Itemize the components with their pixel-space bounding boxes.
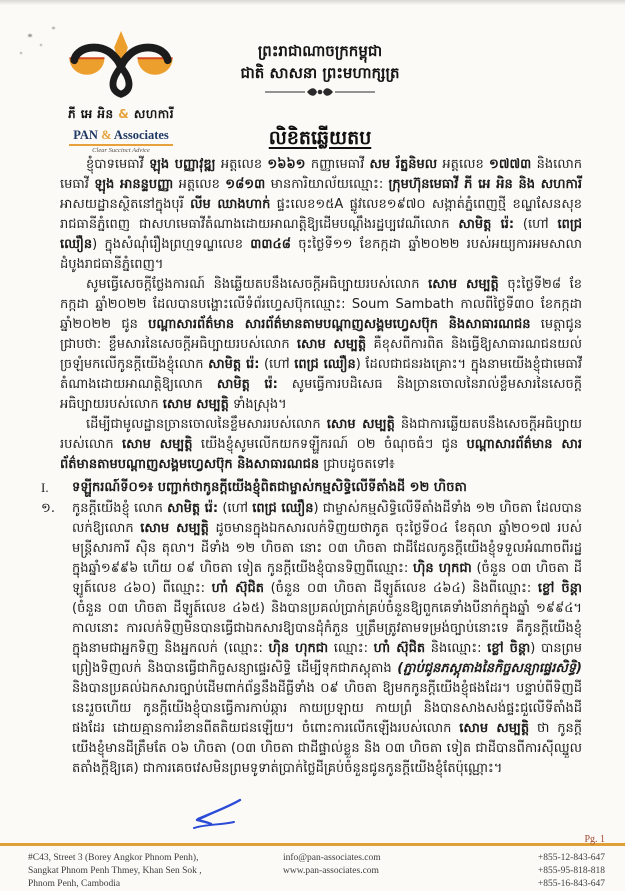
address-line: #C43, Street 3 (Borey Angkor Phnom Penh), [28,853,199,863]
scan-speck [52,27,55,29]
text-segment: សូមធ្វើសេចក្ដីថ្លែងការណ៍ និងឆ្លើយតបនឹងសេចក្ដីអធិប្បាយរបស់លោក [86,277,429,292]
document-title: លិខិតឆ្លើយតប [268,127,372,149]
footer-phones [455,852,605,891]
address-line: Phnom Penh, Cambodia [28,879,121,889]
text-segment: ទាំងស្រុង។ [228,397,287,412]
document-body [41,155,583,779]
text-segment: សោម សម្បត្តិ [428,277,499,292]
text-segment: បណ្ដាសារព័ត៌មាន សារព័ត៌មានតាមបណ្ដាញសង្គមហ្វេសប៊ុក និងសាធារណជន [148,317,531,332]
text-segment: អត្តលេខ [437,157,490,172]
text-segment: ឡុង បញ្ញាវុឌ្ឍ [149,157,216,172]
text-segment: ហាំ ស៊ុជិត [373,641,426,656]
text-segment: អត្តលេខ [215,157,268,172]
footer [0,850,625,891]
text-segment: យើងខ្ញុំសូមលើកយកទឡ្ហីករណ៍ ០២ ចំណុចធំៗ ជូន [192,437,467,452]
text-segment: មានការិយាល័យឈ្មោះ: [265,177,389,192]
paragraph [60,275,582,415]
header-ornament-icon [150,86,490,98]
text-segment: ក្រុមហ៊ុនមេធាវី ភី អេ អិន និង សហការី [388,177,582,192]
text-segment: មេត្តាជូនជ្រាបថា: ខ្លឹមសារនៃសេចក្ដីអធិប្បាយរបស់លោក [60,317,582,352]
text-segment: អាសយដ្ឋានស្ថិតនៅក្នុងបុរី [60,197,191,212]
text-segment: ឡុង អានន្ទបញ្ញា [94,177,174,192]
text-segment: ១៧៧៣ [489,157,532,172]
text-segment: សោម សម្បត្តិ [122,437,193,452]
text-segment: ឈ្មោះ: [328,641,374,656]
phone-number: +855-16-843-647 [537,879,605,889]
text-segment: សោម សម្បត្តិ [326,417,395,432]
ampersand-orange: & [118,107,130,121]
text-segment: ពេជ្រ ឈឿន [252,501,314,516]
text-segment: និងឈ្មោះ: [425,641,488,656]
text-segment: ហ៊ិន ហុកជា [412,561,472,576]
text-segment: អត្តលេខ [173,177,226,192]
text-segment: ) បានព្រមព្រៀងទិញលក់ និងបានធ្វើជាកិច្ចសន្យាផ្ទេរសិទ្ធិ ដើម្បីទុកជាភស្តុតាង [72,641,582,676]
nation-religion-king-line: ជាតិ សាសនា ព្រះមហាក្សត្រ [240,64,400,82]
text-segment: ពេជ្រ ឈឿន [60,217,582,252]
text-segment: ) ដែលជាជនរងគ្រោះ។ ក្នុងនាមយើងខ្ញុំជាមេធាវីតំណាងដោយអាណត្តិឱ្យលោក [60,357,583,392]
text-segment: ដូចមានក្នុងឯកសារលក់ទិញយថាភូត ចុះថ្ងៃទី០៤ ខែតុលា ឆ្នាំ២០១៧ របស់មន្ត្រីសារការី ស៊ិន តុលា។ ដីទាំង ១២ ហិចតា នោះ ០៣ ហិចតា ជាដីដែលកូនក្ដីយើងខ្ញុំទទួលអំណាចពីរដ្ឋក្នុងឆ្នាំ១៩៩៦ ហើយ ០៩ ហិចតា ទៀត កូនក្ដីយើងខ្ញុំបានទិញពីឈ្មោះ: [72,521,582,576]
text-segment: សោម សម្បត្តិ [296,337,367,352]
text-segment: (ហៅ [514,217,558,232]
text-segment: ជ្រាបដូចតទៅ៖ [319,457,395,472]
list-marker: ១. [41,501,55,516]
text-segment: (ហៅ [259,357,295,372]
text-segment: សម រ័ត្ននិមល [369,157,438,172]
text-segment: ខ្លៅ ចិន្ដា [487,641,531,656]
footer-address [28,852,283,891]
text-segment: (ចំនួន ០៣ ហិចតា ដីឡូត៍លេខ ៤៦៥) និងបានប្រគល់ប្រាក់គ្រប់ចំនួនឱ្យពួកគេទាំងបីនាក់ក្នុងឆ្នាំ ១៩៩៤។ កាលនោះ ការលក់ទិញមិនបានធ្វើជាឯកសារឱ្យបានដុំកំភួន ឬត្រឹមត្រូវតាមទម្រង់ច្បាប់នោះទេ គឺកូនក្ដីយើងខ្ញុំ ក្នុងនាមជាអ្នកទិញ និងអ្នកលក់ (ឈ្មោះ: [72,601,582,656]
scan-speck [40,44,42,46]
text-segment: សោម សម្បត្តិ [459,721,530,736]
kingdom-line: ព្រះរាជាណាចក្រកម្ពុជា [257,42,383,60]
text-segment: សូមធ្វើការបដិសេធ និងច្រានចោលនៃរាល់ខ្លឹមសារនៃសេចក្ដីអធិប្បាយរបស់លោក [60,377,582,412]
text-segment: ) ជាម្ចាស់កម្មសិទ្ធិលើទីតាំងដីទាំង ១២ ហិចតា ដែលបានលក់ឱ្យលោក [72,501,582,536]
ampersand-orange: & [101,128,112,142]
phone-number: +855-12-843-647 [537,853,605,863]
text-segment: (ភ្ជាប់ជូនភស្តុតាងនៃកិច្ចសន្យាផ្ទេរសិទ្ធិ) [397,661,582,676]
text-segment: ខ្លៅ ចិន្ដា [537,581,582,596]
text-segment: (ហៅ [218,501,253,516]
text-segment: សាមិត្ត រ៉េ: [167,501,219,516]
text-segment: កញ្ញាមេធាវី [305,157,370,172]
text-segment: ៣៣៤៨ [250,237,291,252]
text-segment: ទឡ្ហីករណ៍ទី០១៖ បញ្ជាក់ថាកូនក្ដីយើងខ្ញុំពិតជាម្ចាស់កម្មសិទ្ធិលើទីតាំងដី ១២ ហិចតា [72,480,467,495]
text-segment: និងជាការឆ្លើយតបនឹងសេចក្ដីអធិប្បាយរបស់លោក [60,417,582,452]
logo-khmer-name: ភី អេ អិន & សហការី [67,107,175,121]
text-segment: ដើម្បីជាមូលដ្ឋានច្រានចោលនៃខ្លឹមសាររបស់លោក [86,417,327,432]
text-segment: សាមិត្ត រ៉េ: [216,377,278,392]
paragraph [60,155,582,275]
footer-contact-web [283,852,455,891]
text-segment: ១៦៦១ [267,157,306,172]
text-segment: ពេជ្រ ឈឿន [294,357,356,372]
national-header [150,40,490,98]
text-segment: គឺខុសពីការពិត និងធ្វើឱ្យសាធារណជនយល់ច្រឡំមកលើកូនក្ដីយើងខ្ញុំលោក [60,337,582,372]
text-segment: និងបានប្រគល់ឯកសារច្បាប់ដើមពាក់ព័ន្ធនឹងដីធ្លីទាំង ០៩ ហិចតា ឱ្យមកកូនក្ដីយើងខ្ញុំផងដែរ។ បន្ទាប់ពីទិញដីនេះរួចហើយ កូនក្ដីយើងខ្ញុំបានធ្វើការកាប់ឆ្ការ កាយប្រឡាយ កាយព្រំ និងបានសាងសង់ផ្ទះជួលើទីតាំងដីផងដែរ ដោយគ្មានការរំខានពីតតិយជនឡើយ។ ចំពោះការលើកឡើងរបស់លោក [72,681,582,736]
paragraph [41,499,583,779]
text-segment: ខ្ញុំបាទមេធាវី [86,157,150,172]
text-segment: ) ក្នុងសំណុំរឿងព្រហ្មទណ្ឌលេខ [92,237,251,252]
text-segment: (ចំនួន ០៣ ហិចតា ដីឡូត៍លេខ ៤៦៤) និងពីឈ្មោះ: [264,581,538,596]
section-heading [41,478,582,498]
footer-email: info@pan-associates.com [283,853,381,863]
text-segment: សាមិត្ត រ៉េ: [208,357,260,372]
footer-accent-rule [0,843,625,846]
text-segment: កូនក្ដីយើងខ្ញុំ លោក [72,501,168,516]
text-segment: បណ្ដាសារព័ត៌មាន សារព័ត៌មានតាមបណ្ដាញសង្គមហ្វេសប៊ុក និងសាធារណជន [60,437,582,472]
pen-mark-icon [188,797,244,837]
text-segment: ថា កូនក្ដីយើងខ្ញុំមានដីត្រឹមតែ ០៦ ហិចតា (០៣ ហិចតា ជាដីផ្ទាល់ខ្លួន និង ០៣ ហិចតា ទៀត ជាដីបានពីការស៊ីឈ្នួលតតាំងក្ដីឱ្យគេ) ជាការគេចវេសមិនព្រមទូទាត់ប្រាក់ថ្លៃដីគ្រប់ចំនួនជូនកូនក្ដីយើងខ្ញុំតែប៉ុណ្ណោះ។ [72,721,583,776]
scan-edge-shadow [0,0,625,5]
text-segment: សោម សម្បត្តិ [140,521,209,536]
text-segment: ចុះថ្ងៃទី១១ ខែកក្កដា ឆ្នាំ២០២២ របស់អយ្យការអមសាលាដំបូងរាជធានីភ្នំពេញ។ [60,237,583,272]
text-segment: ហាំ ស៊ុជិត [211,581,264,596]
text-segment: និងលោកមេធាវី [60,157,582,192]
text-segment: ចុះថ្ងៃទី២៨ ខែកក្កដា ឆ្នាំ២០២២ ដែលបានបង្ហោះលើទំព័រហ្វេសប៊ុកឈ្មោះ: Soum Sambath កាលពីថ្ងៃទី៣០ ខែកក្កដា ឆ្នាំ២០២២ ជូន [60,277,583,332]
text-segment: (ចំនួន ០៣ ហិចតា ដីឡូត៍លេខ ៤៦០) ពីឈ្មោះ: [72,561,583,596]
scan-speck [28,34,32,37]
list-marker: I. [41,480,49,495]
phone-number: +855-95-818-818 [537,866,605,876]
logo-latin-name: PAN & Associates [69,128,173,146]
text-segment: សាមិត្ត រ៉េ: [458,217,515,232]
text-segment: ១៨១៣ [225,177,266,192]
paragraph [60,415,582,475]
text-segment: លីម ឈាងហាក់ [190,197,271,212]
text-segment: សោម សម្បត្តិ [162,397,229,412]
footer-website: www.pan-associates.com [283,866,379,876]
page-number-label: Pg. 1 [584,834,605,845]
logo-tagline: Clear Succinct Advice [92,147,150,154]
text-segment: ហ៊ិន ហុកជា [268,641,329,656]
text-segment: ផ្ទះលេខ១៥A ផ្លូវលេខ១៩៧០ សង្កាត់ភ្នំពេញថ្មី ខណ្ឌសែនសុខ រាជធានីភ្នំពេញ ជាសហមេធាវីតំណាងដោយអាណត្តិឱ្យដើមបណ្ដឹងរដ្ឋប្បវេណីលោក [60,197,582,232]
scan-speck [20,52,22,54]
address-line: Sangkat Phnom Penh Thmey, Khan Sen Sok , [28,866,202,876]
